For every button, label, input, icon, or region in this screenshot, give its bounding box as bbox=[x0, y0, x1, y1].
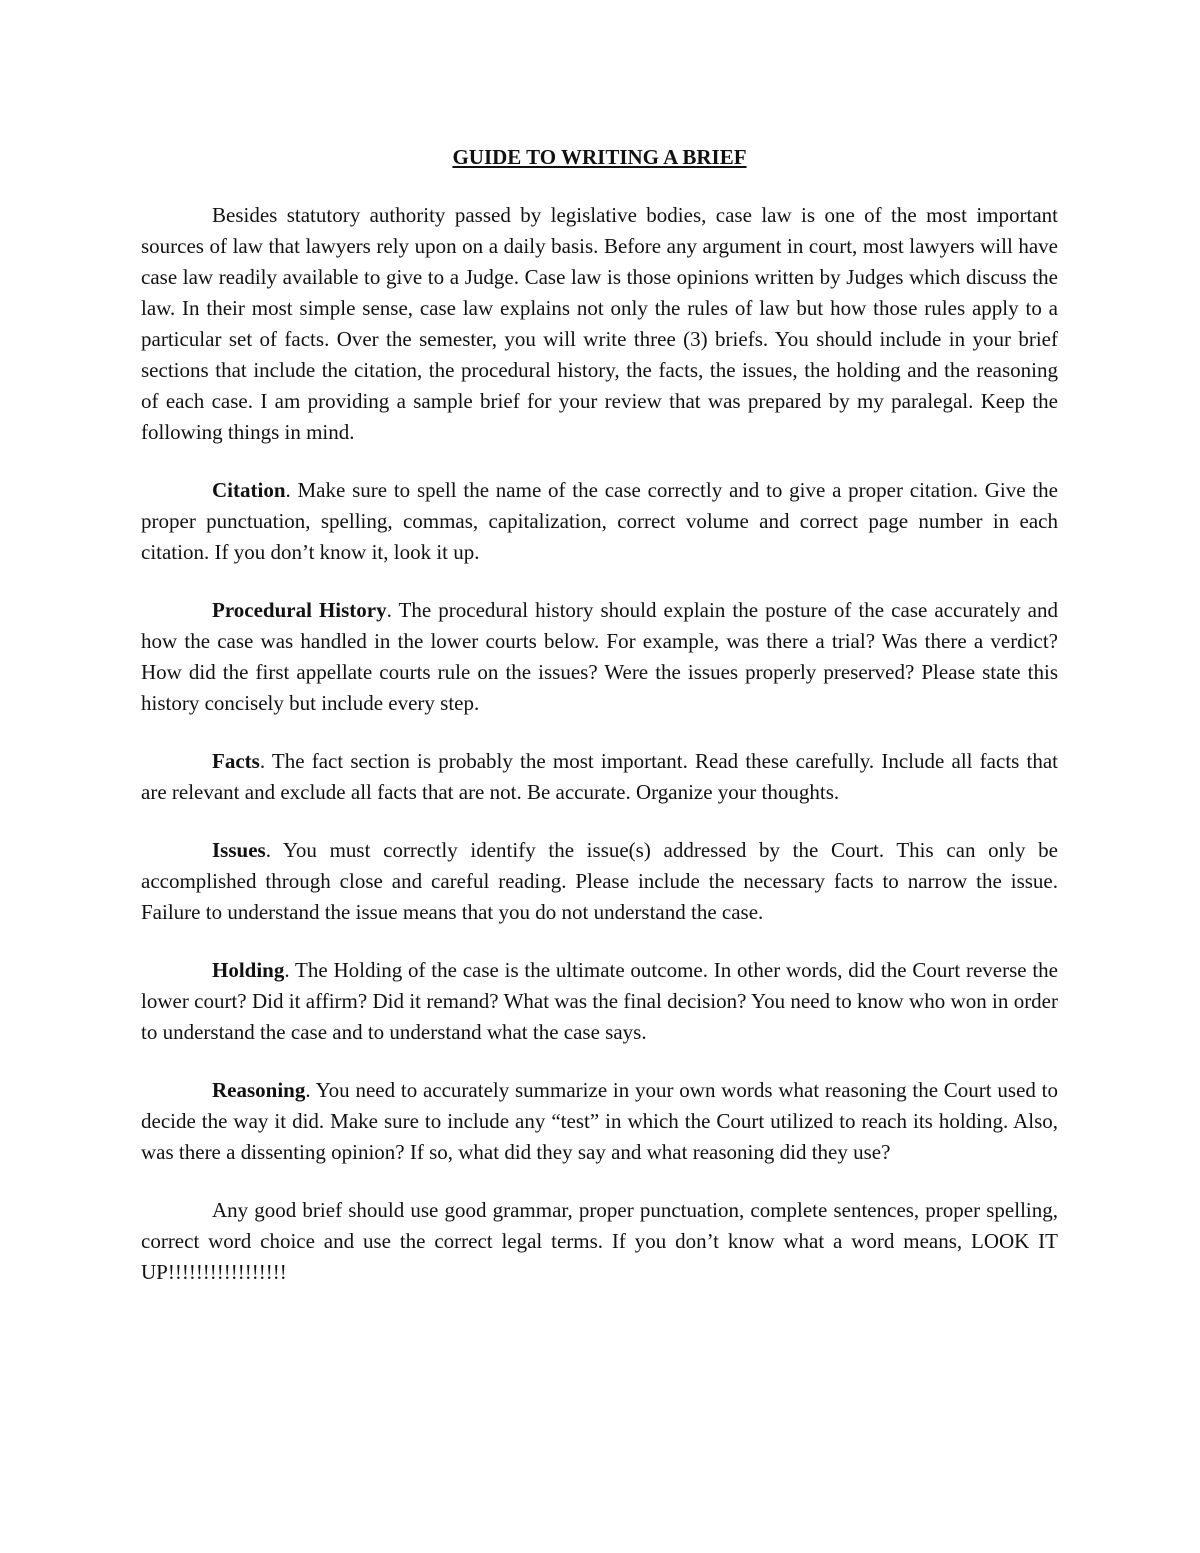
facts-heading: Facts bbox=[212, 749, 260, 773]
issues-body: . You must correctly identify the issue(s) addressed by the Court. This can only be accomplished through close and careful reading. Please include the necessary facts to narrow the issue. Failure to understand the issue means that you do not understand the case. bbox=[141, 838, 1058, 924]
intro-paragraph: Besides statutory authority passed by legislative bodies, case law is one of the most important sources of law that lawyers rely upon on a daily basis. Before any argument in court, most lawyers will have case law readily available to give to a Judge. Case law is those opinions written by Judges which discuss the law. In their most simple sense, case law explains not only the rules of law but how those rules apply to a particular set of facts. Over the semester, you will write three (3) briefs. You should include in your brief sections that include the citation, the procedural history, the facts, the issues, the holding and the reasoning of each case. I am providing a sample brief for your review that was prepared by my paralegal. Keep the following things in mind. bbox=[141, 203, 1058, 444]
facts-body: . The fact section is probably the most important. Read these carefully. Include all facts that are relevant and exclude all facts that are not. Be accurate. Organize your thoughts. bbox=[141, 749, 1058, 804]
document-page bbox=[141, 142, 1058, 1315]
procedural-history-section bbox=[141, 595, 1058, 719]
citation-body: . Make sure to spell the name of the case correctly and to give a proper citation. Give the proper punctuation, spelling, commas, capitalization, correct volume and correct page number in each citation. If you don’t know it, look it up. bbox=[141, 478, 1058, 564]
citation-section bbox=[141, 475, 1058, 568]
issues-section bbox=[141, 835, 1058, 928]
procedural-history-heading: Procedural History bbox=[212, 598, 387, 622]
holding-body: . The Holding of the case is the ultimate outcome. In other words, did the Court reverse the lower court? Did it affirm? Did it remand? What was the final decision? You need to know who won in order to understand the case and to understand what the case says. bbox=[141, 958, 1058, 1044]
citation-heading: Citation bbox=[212, 478, 286, 502]
reasoning-body: . You need to accurately summarize in your own words what reasoning the Court used to decide the way it did. Make sure to include any “test” in which the Court utilized to reach its holding. Also, was there a dissenting opinion? If so, what did they say and what reasoning did they use? bbox=[141, 1078, 1058, 1164]
facts-section bbox=[141, 746, 1058, 808]
reasoning-section bbox=[141, 1075, 1058, 1168]
document-title: GUIDE TO WRITING A BRIEF bbox=[452, 145, 747, 169]
closing-paragraph: Any good brief should use good grammar, proper punctuation, complete sentences, proper spelling, correct word choice and use the correct legal terms. If you don’t know what a word means, LOOK IT UP!!!!!!!!!!!!!!!!! bbox=[141, 1198, 1058, 1284]
procedural-history-body: . The procedural history should explain the posture of the case accurately and how the case was handled in the lower courts below. For example, was there a trial? Was there a verdict? How did the first appellate courts rule on the issues? Were the issues properly preserved? Please state this history concisely but include every step. bbox=[141, 598, 1058, 715]
issues-heading: Issues bbox=[212, 838, 266, 862]
holding-heading: Holding bbox=[212, 958, 285, 982]
holding-section bbox=[141, 955, 1058, 1048]
reasoning-heading: Reasoning bbox=[212, 1078, 306, 1102]
